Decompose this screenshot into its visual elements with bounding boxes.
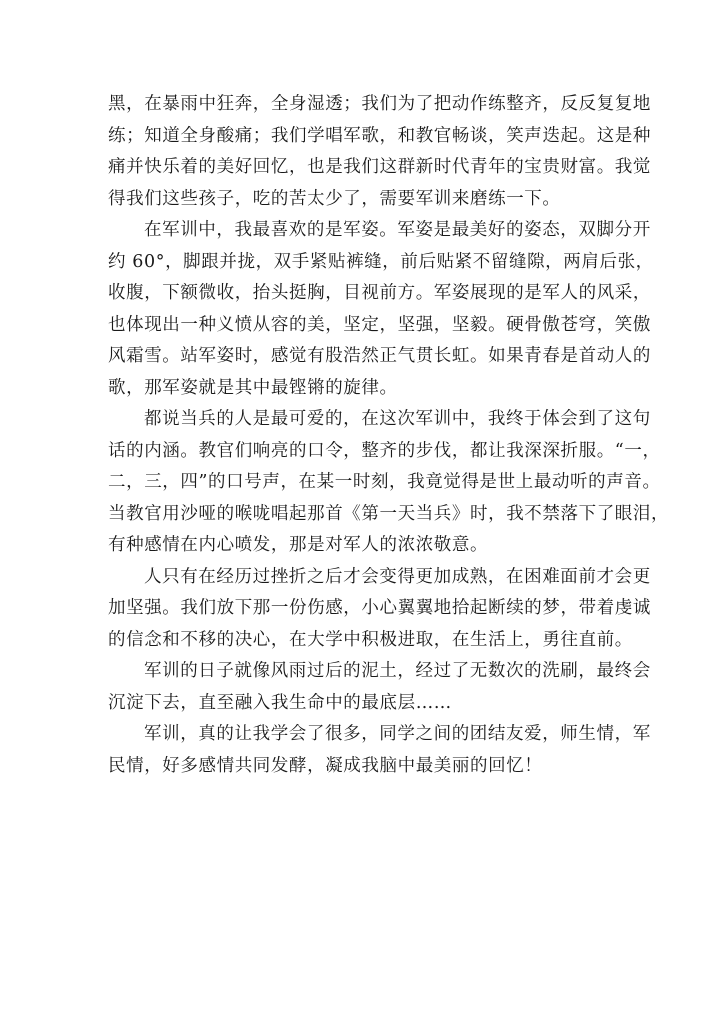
- text-line: 的信念和不移的决心，在大学中积极进取，在生活上，勇往直前。: [108, 629, 633, 650]
- text-line: 痛并快乐着的美好回忆，也是我们这群新时代青年的宝贵财富。我觉: [108, 157, 651, 177]
- text-line: 人只有在经历过挫折之后才会变得更加成熟，在困难面前才会更: [144, 566, 651, 587]
- text-line: 话的内涵。教官们响亮的口令，整齐的步伐，都让我深深折服。“一，: [108, 440, 661, 461]
- text-line: 在军训中，我最喜欢的是军姿。军姿是最美好的姿态，双脚分开: [144, 220, 651, 240]
- text-line: 收腹，下额微收，抬头挺胸，目视前方。军姿展现的是军人的风采，: [108, 283, 651, 303]
- text-line: 黑，在暴雨中狂奔，全身湿透；我们为了把动作练整齐，反反复复地: [108, 94, 651, 114]
- text-line: 加坚强。我们放下那一份伤感，小心翼翼地拾起断续的梦，带着虔诚: [108, 598, 651, 618]
- paragraph-6: [108, 719, 651, 782]
- text-line: 军训，真的让我学会了很多，同学之间的团结友爱，师生情，军: [144, 724, 651, 744]
- text-line: 歌，那军姿就是其中最铿锵的旋律。: [108, 377, 398, 398]
- paragraph-1: [108, 89, 651, 215]
- paragraph-4: [108, 562, 651, 657]
- text-line: 练；知道全身酸痛；我们学唱军歌，和教官畅谈，笑声迭起。这是种: [108, 125, 651, 146]
- text-line: 也体现出一种义愤从容的美，坚定，坚强，坚毅。硬骨傲苍穹，笑傲: [108, 314, 651, 335]
- text-line: 都说当兵的人是最可爱的，在这次军训中，我终于体会到了这句: [144, 409, 651, 429]
- text-line: 得我们这些孩子，吃的苦太少了，需要军训来磨练一下。: [108, 188, 561, 209]
- text-line: 民情，好多感情共同发酵，凝成我脑中最美丽的回忆！: [108, 755, 543, 776]
- paragraph-5: [108, 656, 651, 719]
- paragraph-2: [108, 215, 654, 404]
- text-line: 军训的日子就像风雨过后的泥土，经过了无数次的洗刷，最终会: [144, 661, 651, 681]
- text-line: 有种感情在内心喷发，那是对军人的浓浓敬意。: [108, 535, 489, 555]
- text-line: 当教官用沙哑的喉咙唱起那首《第一天当兵》时，我不禁落下了眼泪，: [108, 503, 670, 524]
- document-body: [108, 89, 670, 782]
- paragraph-3: [108, 404, 670, 562]
- text-line: 二，三，四”的口号声，在某一时刻，我竟觉得是世上最动听的声音。: [108, 472, 661, 492]
- text-line: 沉淀下去，直至融入我生命中的最底层……: [108, 692, 452, 713]
- text-line: 风霜雪。站军姿时，感觉有股浩然正气贯长虹。如果青春是首动人的: [108, 346, 651, 366]
- text-line: 约 60°，脚跟并拢，双手紧贴裤缝，前后贴紧不留缝隙，两肩后张，: [108, 251, 654, 272]
